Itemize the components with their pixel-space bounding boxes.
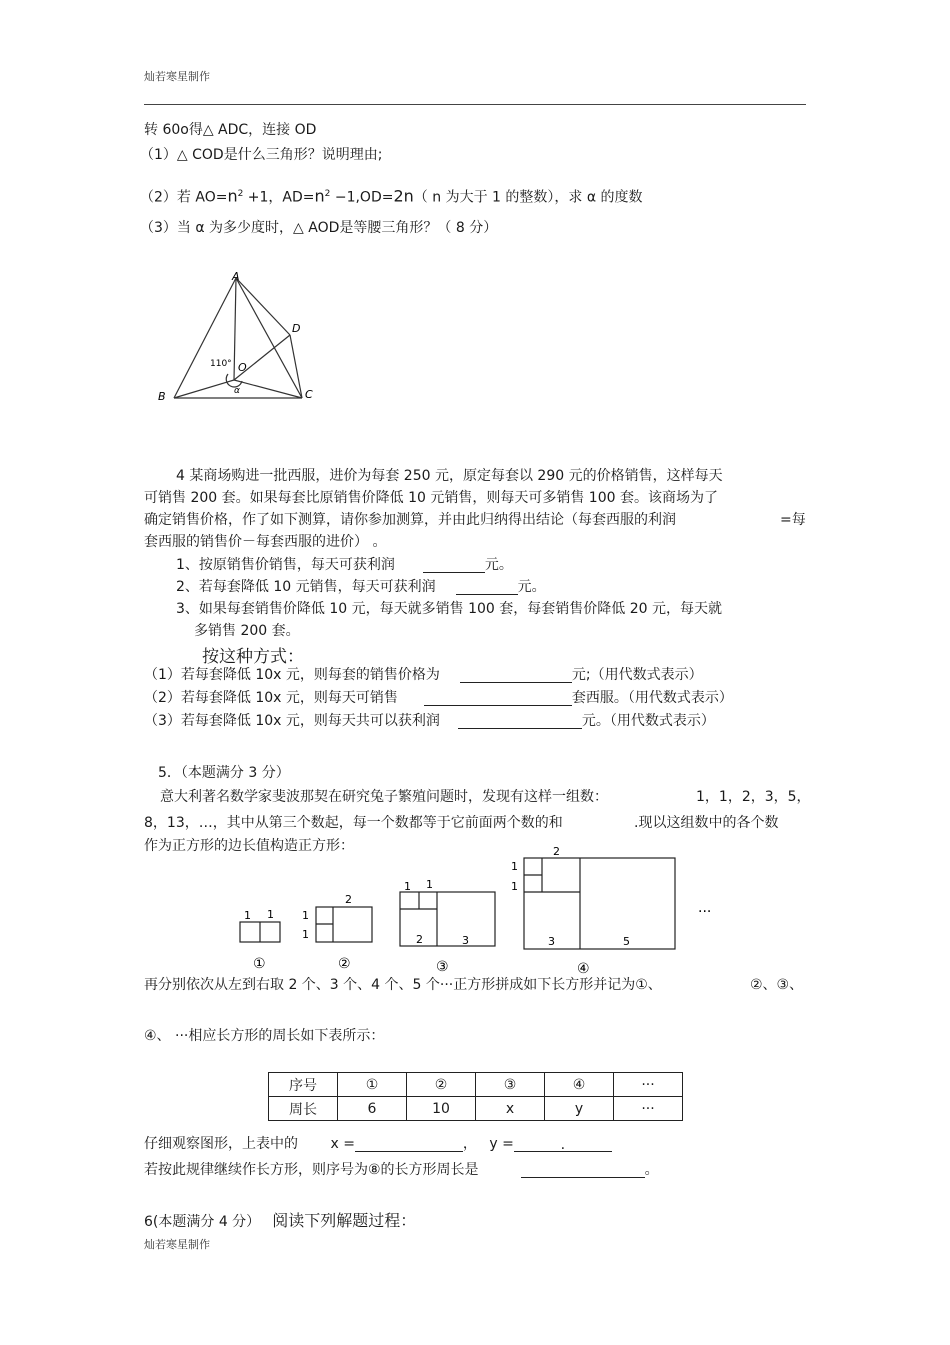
q4-blank2[interactable] xyxy=(456,580,518,595)
q5-observe: 仔细观察图形，上表中的 x = ， y = . xyxy=(144,1136,612,1152)
fig3-rect xyxy=(400,892,495,946)
q4-line1: 4 某商场购进一批西服，进价为每套 250 元，原定每套以 290 元的价格销售，这样每天 xyxy=(176,468,723,484)
table-cell: ④ xyxy=(545,1073,614,1097)
q4-line3a: 确定销售价格，作了如下测算，请你参加测算，并由此归纳得出结论（每套西服的利润 xyxy=(144,512,676,528)
edge-oc xyxy=(234,380,302,398)
caption-1: ① xyxy=(253,956,266,972)
q5-line2a: 8，13，…，其中从第三个数起，每一个数都等于它前面两个数的和 xyxy=(144,815,563,831)
q3-triangle-figure xyxy=(150,268,330,408)
table-row xyxy=(269,1073,683,1097)
table-cell: y xyxy=(545,1097,614,1121)
q5-line1a: 意大利著名数学家斐波那契在研究兔子繁殖问题时，发现有这样一组数： xyxy=(160,789,608,805)
answer-y-blank[interactable]: . xyxy=(514,1137,612,1152)
fig2-label-3: 2 xyxy=(345,893,352,906)
edge-dc xyxy=(290,335,302,398)
header-rule xyxy=(144,104,806,105)
q5-rectangles-figure xyxy=(230,840,750,980)
fig3-label-1: 1 xyxy=(404,880,411,893)
q4-item1: 1、按原销售价销售，每天可获利润 元。 xyxy=(176,557,513,573)
table-cell: ② xyxy=(407,1073,476,1097)
table-row xyxy=(269,1097,683,1121)
q4-sub1: （1）若每套降低 10x 元，则每套的销售价格为 元;（用代数式表示） xyxy=(144,667,703,683)
q4-blank1[interactable] xyxy=(423,558,485,573)
edge-ac xyxy=(236,278,302,398)
table-cell: ③ xyxy=(476,1073,545,1097)
label-c: C xyxy=(305,388,313,401)
label-angle: 110° xyxy=(210,359,232,369)
label-o: O xyxy=(238,361,247,374)
fig3-label-4: 3 xyxy=(462,934,469,947)
q4-line3b: =每 xyxy=(780,512,806,528)
table-cell: 序号 xyxy=(269,1073,338,1097)
q5-line3: 作为正方形的边长值构造正方形： xyxy=(144,838,354,854)
page-footer: 灿若寒星制作 xyxy=(144,1238,210,1251)
edge-ob xyxy=(174,380,234,398)
table-cell: ··· xyxy=(614,1073,683,1097)
q4-line4: 套西服的销售价－每套西服的进价） 。 xyxy=(144,534,387,550)
fig4-label-1: 1 xyxy=(511,860,518,873)
table-cell: 6 xyxy=(338,1097,407,1121)
fig4-label-3: 2 xyxy=(553,845,560,858)
q5-line4b: ②、③、 xyxy=(750,977,804,993)
fig3-label-2: 1 xyxy=(426,878,433,891)
q5-line5: ④、 ···相应长方形的周长如下表所示： xyxy=(144,1028,385,1044)
q4-item3b: 多销售 200 套。 xyxy=(194,623,300,639)
q5-line4a: 再分别依次从左到右取 2 个、3 个、4 个、5 个···正方形拼成如下长方形并记为①、 xyxy=(144,977,662,993)
fig2-label-2: 1 xyxy=(302,928,309,941)
q5-line1b: 1，1，2，3，5， xyxy=(696,789,811,805)
table-cell: x xyxy=(476,1097,545,1121)
q4-item2: 2、若每套降低 10 元销售，每天可获利润 元。 xyxy=(176,579,546,595)
q3-part1: （1）△ COD是什么三角形？说明理由; xyxy=(140,147,383,163)
q5-continue: 若按此规律继续作长方形，则序号为⑧的长方形周长是 。 xyxy=(144,1162,659,1178)
fig4-label-5: 5 xyxy=(623,935,630,948)
q4-item3a: 3、如果每套销售价降低 10 元，每天就多销售 100 套，每套销售价降低 20 元，每天就 xyxy=(176,601,722,617)
fig-ellipsis: ··· xyxy=(698,904,712,920)
q3-part3: （3）当 α 为多少度时，△ AOD是等腰三角形？（ 8 分） xyxy=(140,220,498,236)
page-header: 灿若寒星制作 xyxy=(144,70,210,83)
q4-blank-s2[interactable] xyxy=(424,691,572,706)
answer-x-blank[interactable] xyxy=(355,1137,463,1152)
perimeter-table xyxy=(268,1072,683,1121)
fig1-label-2: 1 xyxy=(267,908,274,921)
edge-ao xyxy=(234,278,236,380)
q4-blank-s1[interactable] xyxy=(460,668,572,683)
label-b: B xyxy=(158,390,166,403)
table-cell: 10 xyxy=(407,1097,476,1121)
answer-8-blank[interactable] xyxy=(521,1163,645,1178)
table-cell: 周长 xyxy=(269,1097,338,1121)
caption-4: ④ xyxy=(577,961,590,977)
caption-2: ② xyxy=(338,956,351,972)
q4-sub2: （2）若每套降低 10x 元，则每天可销售 套西服。（用代数式表示） xyxy=(144,690,733,706)
q5-heading: 5．（本题满分 3 分） xyxy=(158,765,290,781)
fig4-label-4: 3 xyxy=(548,935,555,948)
q4-mode: 按这种方式： xyxy=(202,647,304,667)
label-d: D xyxy=(292,322,301,335)
q3-part2: （2）若 $AO=n^2 +1$，$AD=n^2 -1,OD=2n$（ n 为大于 1 的整数），求 α 的度数 xyxy=(140,186,643,206)
label-a: A xyxy=(232,270,240,283)
caption-3: ③ xyxy=(436,959,449,975)
q4-blank-s3[interactable] xyxy=(458,714,582,729)
fig2-label-1: 1 xyxy=(302,909,309,922)
fig3-label-3: 2 xyxy=(416,933,423,946)
fig4-rect xyxy=(524,858,675,949)
label-alpha: α xyxy=(234,386,240,396)
q3-line0: 转 60o得△ ADC，连接 OD xyxy=(144,122,317,138)
q5-line2b: .现以这组数中的各个数 xyxy=(634,815,779,831)
fig4-label-2: 1 xyxy=(511,880,518,893)
q6-heading: 6(本题满分 4 分） 阅读下列解题过程： xyxy=(144,1211,417,1230)
q4-sub3: （3）若每套降低 10x 元，则每天共可以获利润 元。（用代数式表示） xyxy=(144,713,715,729)
fig1-label-1: 1 xyxy=(244,909,251,922)
table-cell: ··· xyxy=(614,1097,683,1121)
table-cell: ① xyxy=(338,1073,407,1097)
q4-line2: 可销售 200 套。如果每套比原销售价降低 10 元销售，则每天可多销售 100 套。该商场为了 xyxy=(144,490,718,506)
